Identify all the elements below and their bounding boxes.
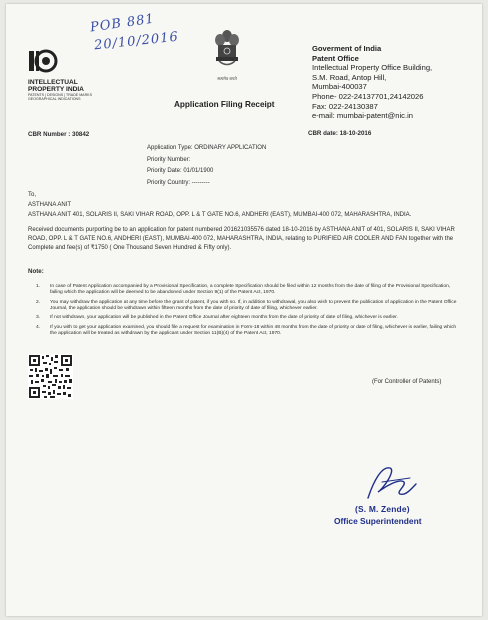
handwritten-pob: POB 881 <box>89 11 156 36</box>
document-title: Application Filing Receipt <box>174 100 275 109</box>
received-paragraph: Received documents purporting be to an application for patent numbered 201621035576 dated 18-10-2016 by ASTHANA ANIT of 401, SOLARIS II, SAKI VIHAR ROAD, OPP. L & T GATE NO.6, ANDHERI (EAST), MUMBAI-400 072, MAHARASHTRA, INDIA, relating to PURIFIED AIR COOLER AND FAN together with the Complete and fee(s) of ₹1750 ( One Thousand Seven Hundred & Fifty only). <box>28 227 455 252</box>
ashoka-emblem-icon <box>213 28 241 70</box>
signatory-name: (S. M. Zende) <box>355 504 410 514</box>
office-phone: Phone- 022-24137701,24142026 <box>312 91 424 101</box>
cbr-date: CBR date: 18-10-2016 <box>308 130 372 137</box>
office-line-3: Intellectual Property Office Building, <box>312 63 433 73</box>
signatory-title: Office Superintendent <box>334 516 422 526</box>
note-item <box>36 325 458 337</box>
cbr-number: CBR Number : 30842 <box>28 131 90 138</box>
recipient-block <box>28 191 411 220</box>
recipient-address: ASTHANA ANIT 401, SOLARIS II, SAKI VIHAR ROAD, OPP. L & T GATE NO.6, ANDHERI (EAST), MUMBAI-400 072, MAHARASHTRA, INDIA. <box>28 211 412 218</box>
note-item <box>36 284 458 296</box>
note-number: 1. <box>36 284 41 289</box>
recipient-to: To, <box>28 192 37 198</box>
handwritten-date: 20/10/2016 <box>93 29 180 54</box>
office-email: e-mail: mumbai-patent@nic.in <box>312 111 413 121</box>
priority-date: Priority Date: 01/01/1900 <box>147 168 214 175</box>
logo-line-1: INTELLECTUAL <box>28 79 78 86</box>
qr-code-icon <box>28 354 73 399</box>
note-text: If you with to get your application examined, you should file a request for examination in Form-18 within 48 months from the date of priority or date of filing, whichever is earlier, failing which the application will be treated as withdrawn by the applicant under Section 11(B)(4) of the Patent Act, 1970. <box>50 324 457 336</box>
note-number: 4. <box>36 324 41 330</box>
application-details <box>147 143 266 189</box>
logo-line-2: PROPERTY INDIA <box>28 86 84 93</box>
application-type: Application Type: ORDINARY APPLICATION <box>147 145 267 151</box>
note-number: 3. <box>36 315 41 321</box>
office-line-5: Mumbai-400037 <box>312 82 367 92</box>
note-text: You may withdraw the application at any time before the grant of patent, if you with so. If, in addition to withdrawal, you also wish to prevent the publication of application in the Patent Office Journal, the application should be withdrawn within fifteen months from the date of priority of date of filing, whichever earlier. <box>50 299 457 311</box>
receipt-page <box>6 4 482 616</box>
ip-india-logo <box>28 48 108 100</box>
emblem-motto: सत्यमेव जयते <box>217 76 237 81</box>
ip-india-logo-icon <box>28 48 58 74</box>
controller-label: (For Controller of Patents) <box>372 379 442 385</box>
note-number: 2. <box>36 299 41 305</box>
note-text: In case of Patent Application accompanied by a Provisional Specification, a complete Specification should be filed within 12 months from the date of filing of the Provisional Specification, failing which the application will be deemed to be abandoned under Section 9(1) of the Patent Act, 1970. <box>50 284 451 296</box>
priority-number: Priority Number: <box>147 156 191 163</box>
recipient-name: ASTHANA ANIT <box>28 201 72 208</box>
logo-line-4: GEOGRAPHICAL INDICATIONS <box>28 97 81 101</box>
office-line-4: S.M. Road, Antop Hill, <box>312 72 387 82</box>
logo-line-3: PATENTS | DESIGNS | TRADE MARKS <box>28 93 92 97</box>
notes-list <box>36 284 458 340</box>
note-item <box>36 300 458 312</box>
note-heading: Note: <box>28 268 44 275</box>
priority-country: Priority Country: --------- <box>147 179 210 186</box>
signature-image <box>360 458 420 504</box>
note-item <box>36 315 458 321</box>
note-text: If not withdrawn, your application will be published in the Patent Office Journal after eighteen months from the date of priority of date of filing, whichever is earlier. <box>50 315 398 321</box>
office-line-2: Patent Office <box>312 53 359 63</box>
national-emblem <box>212 28 242 80</box>
office-fax: Fax: 022-24130387 <box>312 101 378 111</box>
office-address <box>312 44 482 121</box>
office-line-1: Goverment of India <box>312 44 382 53</box>
